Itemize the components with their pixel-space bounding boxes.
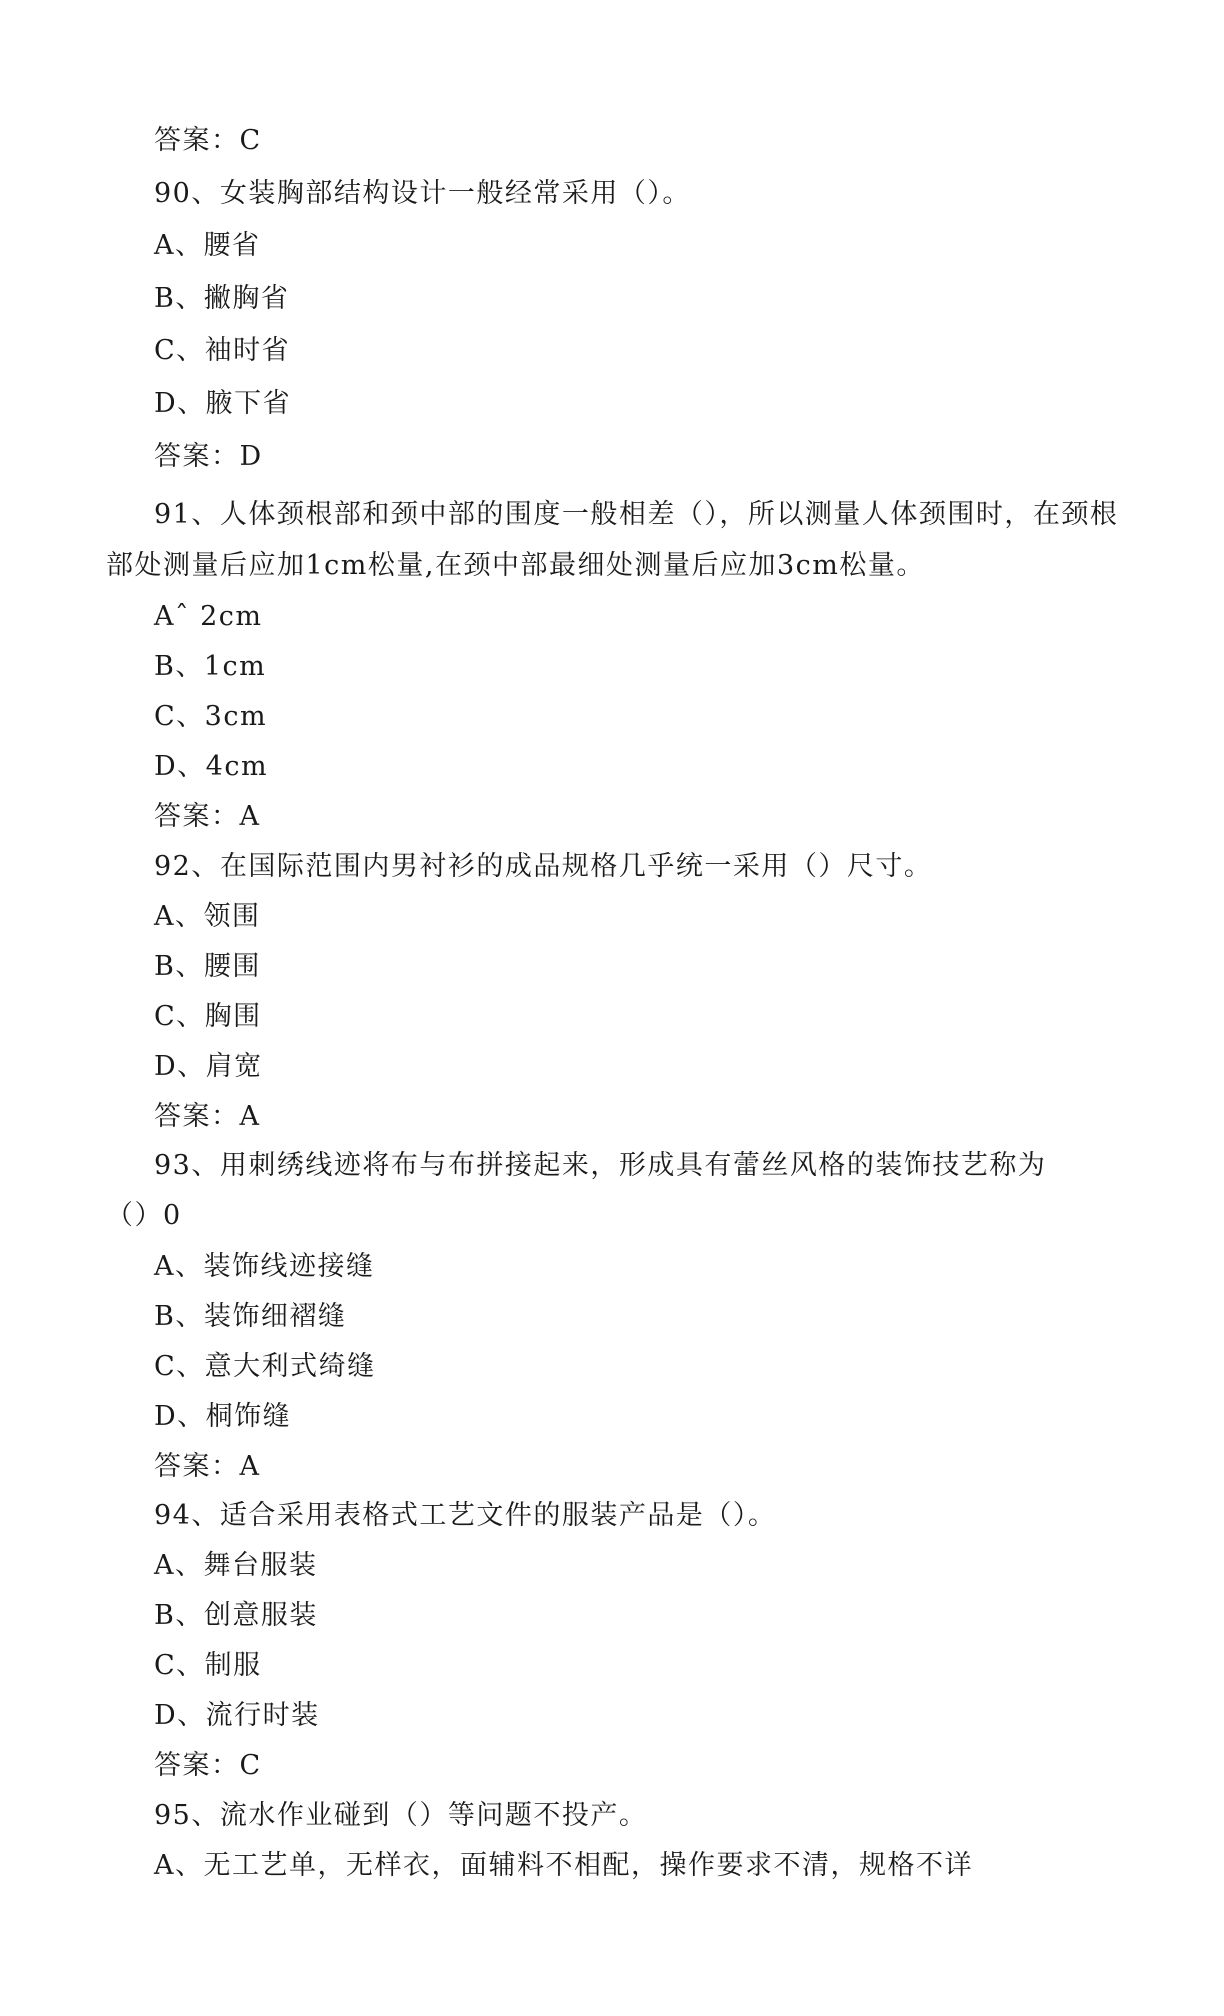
question-95: 95、流水作业碰到（）等问题不投产。 xyxy=(154,1800,648,1831)
option-91-c: C、3cm xyxy=(154,701,268,732)
option-90-a: A、腰省 xyxy=(154,230,261,261)
question-91-line2: 部处测量后应加1cm松量,在颈中部最细处测量后应加3cm松量。 xyxy=(106,550,925,581)
option-90-c: C、袖时省 xyxy=(154,335,291,366)
option-93-c: C、意大利式绮缝 xyxy=(154,1351,376,1382)
question-93-line1: 93、用刺绣线迹将布与布拼接起来，形成具有蕾丝风格的装饰技艺称为 xyxy=(154,1150,1047,1181)
option-94-c: C、制服 xyxy=(154,1650,262,1681)
question-91-line1: 91、人体颈根部和颈中部的围度一般相差（），所以测量人体颈围时，在颈根 xyxy=(154,499,1119,530)
question-93-line2: （）0 xyxy=(106,1200,182,1231)
answer-89: 答案：C xyxy=(154,125,262,156)
option-92-b: B、腰围 xyxy=(154,951,261,982)
option-92-a: A、领围 xyxy=(154,901,261,932)
question-90: 90、女装胸部结构设计一般经常采用（）。 xyxy=(154,178,691,209)
option-93-d: D、桐饰缝 xyxy=(154,1401,292,1432)
question-92: 92、在国际范围内男衬衫的成品规格几乎统一采用（）尺寸。 xyxy=(154,851,933,882)
option-93-a: A、装饰线迹接缝 xyxy=(154,1251,375,1282)
option-92-d: D、肩宽 xyxy=(154,1051,263,1082)
option-91-a: Aˆ 2cm xyxy=(154,601,263,632)
option-93-b: B、装饰细褶缝 xyxy=(154,1301,347,1332)
answer-91: 答案：A xyxy=(154,801,261,832)
option-91-b: B、1cm xyxy=(154,651,267,682)
question-94: 94、适合采用表格式工艺文件的服装产品是（）。 xyxy=(154,1500,777,1531)
option-91-d: D、4cm xyxy=(154,751,269,782)
answer-93: 答案：A xyxy=(154,1451,261,1482)
option-94-b: B、创意服装 xyxy=(154,1600,318,1631)
option-90-b: B、撇胸省 xyxy=(154,283,290,314)
option-92-c: C、胸围 xyxy=(154,1001,262,1032)
answer-94: 答案：C xyxy=(154,1750,262,1781)
option-95-a: A、无工艺单，无样衣，面辅料不相配，操作要求不清，规格不详 xyxy=(154,1850,973,1881)
answer-90: 答案：D xyxy=(154,441,263,472)
option-90-d: D、腋下省 xyxy=(154,388,292,419)
option-94-d: D、流行时装 xyxy=(154,1700,320,1731)
option-94-a: A、舞台服装 xyxy=(154,1550,318,1581)
answer-92: 答案：A xyxy=(154,1101,261,1132)
